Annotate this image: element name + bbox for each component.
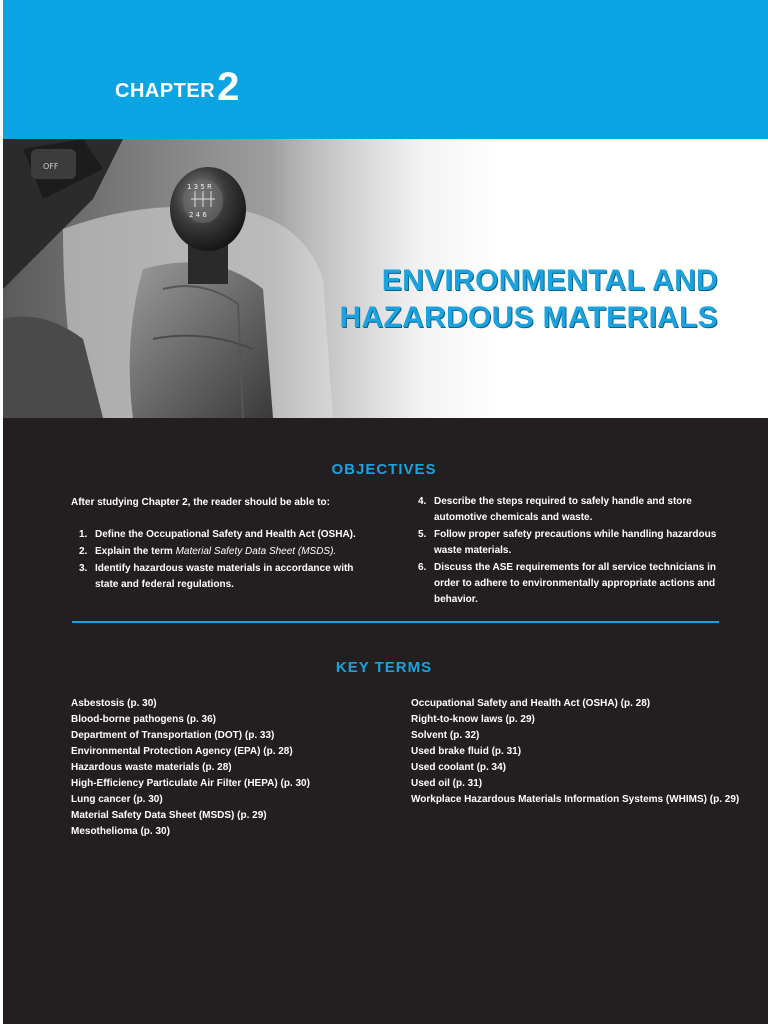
objectives-intro: After studying Chapter 2, the reader should be able to: [71, 497, 330, 508]
key-term: Right-to-know laws (p. 29) [411, 714, 535, 725]
chapter-label [115, 62, 239, 107]
objective-item [418, 494, 718, 526]
key-term: Environmental Protection Agency (EPA) (p. 28) [71, 746, 293, 757]
key-terms-heading: KEY TERMS [335, 659, 433, 676]
key-term: Occupational Safety and Health Act (OSHA) (p. 28) [411, 698, 651, 709]
chapter-number: 2 [217, 65, 240, 109]
objectives-heading: OBJECTIVES [331, 461, 437, 478]
key-term: Hazardous waste materials (p. 28) [71, 762, 232, 773]
objective-number: 5. [418, 529, 427, 540]
objectives-list-right [418, 494, 718, 609]
key-term: Workplace Hazardous Materials Information Systems (WHIMS) (p. 29) [411, 794, 740, 805]
objective-text-term: Material Safety Data Sheet (MSDS). [175, 546, 337, 557]
key-terms-list-right [411, 696, 741, 808]
key-term: Department of Transportation (DOT) (p. 33) [71, 730, 275, 741]
objective-number: 6. [418, 562, 427, 573]
chapter-title-line1: ENVIRONMENTAL AND [381, 264, 718, 297]
objective-text: Follow proper safety precautions while handling hazardous waste materials. [434, 529, 717, 556]
key-term: Asbestosis (p. 30) [71, 698, 157, 709]
section-divider [72, 621, 719, 623]
objective-number: 1. [79, 529, 88, 540]
objective-text: Describe the steps required to safely handle and store automotive chemicals and waste. [434, 496, 692, 523]
key-term: Used brake fluid (p. 31) [411, 746, 522, 757]
key-term: High-Efficiency Particulate Air Filter (HEPA) (p. 30) [71, 778, 310, 789]
objective-text: Discuss the ASE requirements for all service technicians in order to adhere to environmentally appropriate actions and behavior. [434, 562, 716, 605]
chapter-title [340, 262, 718, 336]
key-term: Used coolant (p. 34) [411, 762, 507, 773]
objective-text-pre: Explain the term [95, 546, 176, 557]
key-term: Blood-borne pathogens (p. 36) [71, 714, 216, 725]
key-term: Lung cancer (p. 30) [71, 794, 163, 805]
objective-number: 4. [418, 496, 427, 507]
chapter-title-line2: HAZARDOUS MATERIALS [339, 301, 718, 334]
objectives-list-left [79, 527, 379, 594]
objective-item [79, 561, 379, 593]
objective-item [79, 544, 379, 560]
objective-number: 2. [79, 546, 88, 557]
objective-item [418, 527, 718, 559]
key-term: Used oil (p. 31) [411, 778, 483, 789]
key-terms-list-left [71, 696, 391, 840]
objective-number: 3. [79, 563, 88, 574]
key-term: Solvent (p. 32) [411, 730, 480, 741]
key-term: Material Safety Data Sheet (MSDS) (p. 29) [71, 810, 267, 821]
objective-item [418, 560, 718, 608]
objective-item [79, 527, 379, 543]
objective-text [95, 546, 336, 557]
objective-text: Identify hazardous waste materials in accordance with state and federal regulations. [95, 563, 354, 590]
objective-text: Define the Occupational Safety and Health Act (OSHA). [95, 529, 356, 540]
chapter-word: CHAPTER [115, 80, 216, 102]
key-term: Mesothelioma (p. 30) [71, 826, 170, 837]
